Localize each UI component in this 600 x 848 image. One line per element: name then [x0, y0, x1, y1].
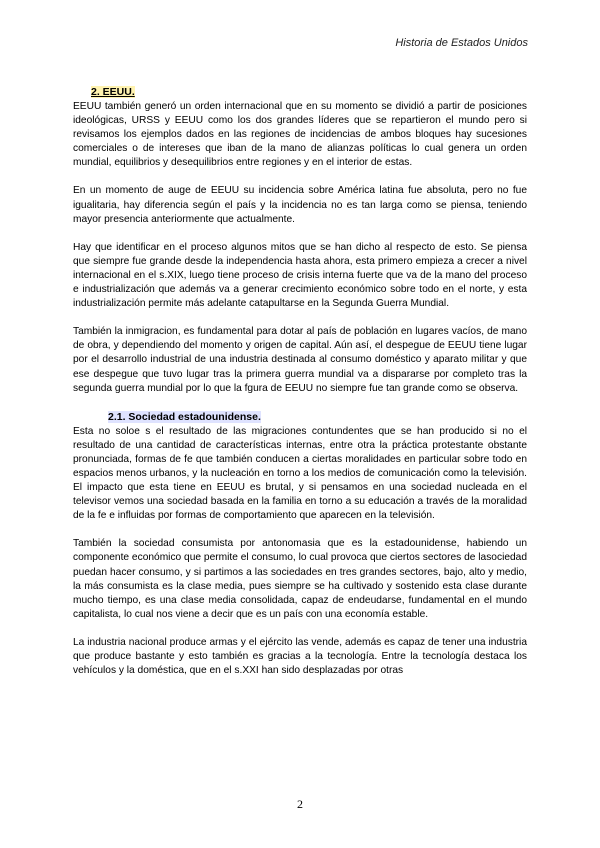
paragraph: La industria nacional produce armas y el ejército las vende, además es capaz de tener una industria que produce bastante y esto también es gracias a la tecnología. Entre la tecnología destaca los vehículos y la doméstica, que en el s.XXI han sido desplazadas por otras	[73, 636, 527, 677]
page-number: 2	[297, 797, 303, 811]
running-header: Historia de Estados Unidos	[395, 37, 528, 49]
section-heading	[73, 85, 527, 100]
section-heading-text: 2. EEUU.	[91, 86, 135, 98]
paragraph: En un momento de auge de EEUU su incidencia sobre América latina fue absoluta, pero no fue igualitaria, hay diferencia según el país y la incidencia no es tan larga como se piensa, teniendo mayor presencia anteriormente que actualmente.	[73, 185, 527, 225]
paragraph: Esta no soloe s el resultado de las migraciones contundentes que se han producido si no el resultado de una cantidad de características internas, entre otra la práctica protestante obstante pronunciada, formas de fe que también conducen a ciertas moralidades en particular sobre todo en espacios menos urbanos, y la nucleación en torno a los medios de comunicación como la televisión. El impacto que esta tiene en EEUU es brutal, y si pensamos en una sociedad nucleada en el televisor vemos una sociedad basada en la familia en torno a su educación a través de la moralidad de la fe e influidas por formas de comportamiento que aparecen en la televisión.	[73, 425, 527, 522]
subsection-heading	[73, 410, 527, 425]
paragraph: EEUU también generó un orden internacional que en su momento se dividió a partir de posiciones ideológicas, URSS y EEUU como los dos grandes líderes que se repartieron el mundo pero si revisamos los ejemplos dados en las regiones de incidencias de ambos bloques hay sucesiones comerciales o de intereses que iban de la mano de alianzas políticas lo cual genera un orden mundial, equilibrios y desequilibrios entre regiones y en el interior de estas.	[73, 101, 527, 169]
page-body	[73, 85, 527, 692]
subsection-heading-text: 2.1. Sociedad estadounidense.	[108, 410, 261, 423]
paragraph: Hay que identificar en el proceso algunos mitos que se han dicho al respecto de esto. Se piensa que siempre fue grande desde la independencia hasta ahora, esta primero empieza a crecer a nivel internacional en el s.XIX, luego tiene proceso de crisis interna fuerte que va de la mano del proceso e industrialización que además va a generar crecimiento económico sobre todo en el norte, y esta industrialización permite más adelante catapultarse en la Segunda Guerra Mundial.	[73, 241, 527, 310]
paragraph: También la sociedad consumista por antonomasia que es la estadounidense, habiendo un componente económico que permite el consumo, lo cual provoca que ciertos sectores de lasociedad puedan hacer consumo, y si partimos a las sociedades en tres grandes sectores, bajo, alto y medio, la más consumista es la clase media, pues siempre se ha cultivado y sostenido esta clase durante mucho tiempo, es una clase media consolidada, capaz de endeudarse, fundamental en el mundo capitalista, lo cual nos viene a decir que es un país con una economía estable.	[73, 538, 527, 620]
paragraph: También la inmigracion, es fundamental para dotar al país de población en lugares vacíos, de mano de obra, y dependiendo del momento y origen de capital. Aún así, el despegue de EEUU tiene lugar por el desarrollo industrial de una industria destinada al consumo doméstico y aparato militar y que ese despegue que tuvo lugar tras la primera guerra mundial va a dispararse por completo tras la segunda guerra mundial por lo que la fgura de EEUU no siempre fue tan grande como se observa.	[73, 326, 527, 394]
